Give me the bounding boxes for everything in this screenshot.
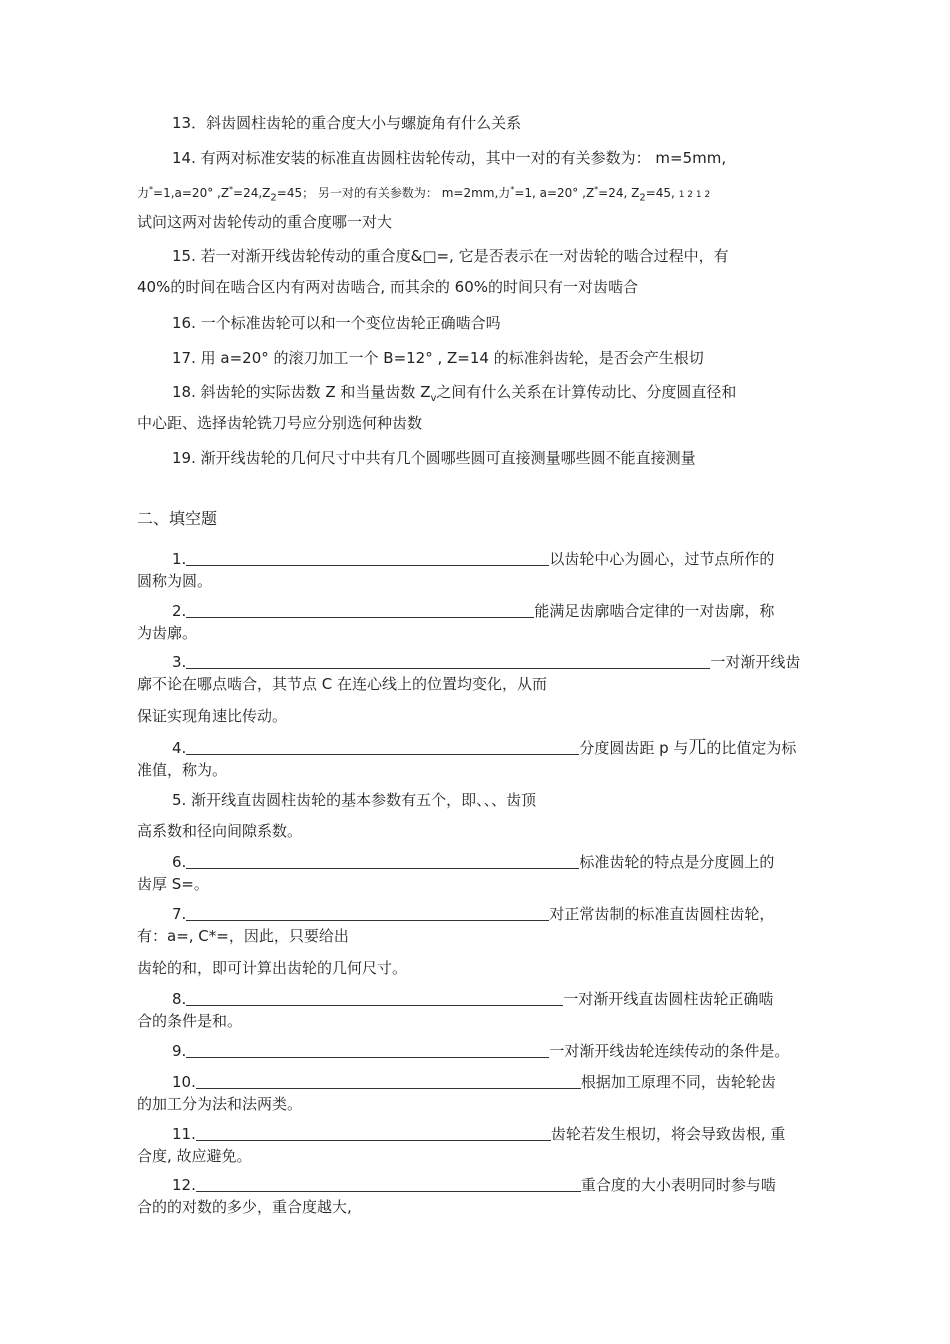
answer-blank[interactable] (186, 904, 549, 921)
answer-blank[interactable] (196, 1072, 581, 1089)
item-number: 9. (172, 1042, 187, 1060)
answer-blank[interactable] (186, 738, 579, 755)
item-text: 一对渐开线直齿圆柱齿轮正确啮 (563, 990, 774, 1008)
fill-item-10-line2: 的加工分为法和法两类。 (137, 1095, 303, 1113)
item-text: 根据加工原理不同，齿轮轮齿 (580, 1073, 776, 1091)
item-text: 重合度的大小表明同时参与啮 (580, 1176, 776, 1194)
fill-item-1-line2: 圆称为圆。 (137, 572, 213, 590)
answer-blank[interactable] (186, 852, 579, 869)
q14-sup: * (229, 185, 234, 194)
fill-item-3-line1 (172, 652, 800, 672)
item-number: 7. (172, 905, 187, 923)
fill-item-3-line3: 保证实现角速比传动。 (137, 707, 288, 725)
answer-blank[interactable] (186, 989, 563, 1006)
item-number: 6. (172, 853, 187, 871)
fill-item-5-line2: 高系数和径向间隙系数。 (137, 822, 303, 840)
question-15-line1: 15. 若一对渐开线齿轮传动的重合度&□=, 它是否表示在一对齿轮的啮合过程中，有 (172, 247, 729, 265)
fill-item-10-line1 (172, 1072, 776, 1092)
fill-item-12-line1 (172, 1175, 776, 1195)
question-14-line3: 试问这两对齿轮传动的重合度哪一对大 (137, 213, 393, 231)
item-text: 一对渐开线齿轮连续传动的条件是。 (549, 1042, 790, 1060)
question-15-line2: 40%的时间在啮合区内有两对齿啮合, 而其余的 60%的时间只有一对齿啮合 (137, 278, 638, 296)
q18-sub: v (430, 393, 437, 404)
q18-text: 之间有什么关系在计算传动比、分度圆直径和 (436, 383, 737, 401)
fill-item-9-line1 (172, 1041, 789, 1061)
fill-item-7-line3: 齿轮的和，即可计算出齿轮的几何尺寸。 (137, 959, 408, 977)
question-18-line2: 中心距、选择齿轮铣刀号应分别选何种齿数 (137, 414, 423, 432)
question-19: 19. 渐开线齿轮的几何尺寸中共有几个圆哪些圆可直接测量哪些圆不能直接测量 (172, 449, 696, 467)
item-number: 10. (172, 1073, 196, 1091)
question-14-line1: 14. 有两对标准安装的标准直齿圆柱齿轮传动，其中一对的有关参数为： m=5mm, (172, 149, 727, 167)
q14-sup: * (510, 185, 515, 194)
question-13: 13．斜齿圆柱齿轮的重合度大小与螺旋角有什么关系 (172, 114, 522, 132)
q14-text: =45； 另一对的有关参数为： m=2mm,力 (276, 186, 511, 200)
fill-item-2-line1 (172, 601, 774, 621)
item-number: 8. (172, 990, 187, 1008)
fill-item-3-line2: 廓不论在哪点啮合，其节点 C 在连心线上的位置均变化，从而 (137, 675, 548, 693)
item-text: 以齿轮中心为圆心，过节点所作的 (549, 550, 775, 568)
question-17: 17. 用 a=20° 的滚刀加工一个 B=12° , Z=14 的标准斜齿轮，是否会产生根切 (172, 349, 704, 367)
pi-symbol: 兀 (688, 737, 707, 758)
q14-sup: * (594, 185, 599, 194)
fill-item-2-line2: 为齿廓。 (137, 624, 198, 642)
question-16: 16. 一个标准齿轮可以和一个变位齿轮正确啮合吗 (172, 314, 501, 332)
q14-tail: 1 2 1 2 (678, 190, 711, 200)
answer-blank[interactable] (186, 601, 534, 618)
fill-item-11-line1 (172, 1124, 785, 1144)
item-text: 的比值定为标 (706, 739, 797, 757)
fill-item-12-line2: 合的的对数的多少，重合度越大, (137, 1198, 352, 1216)
q14-text: =24,Z (233, 186, 271, 200)
item-number: 1. (172, 550, 187, 568)
item-text: 标准齿轮的特点是分度圆上的 (579, 853, 775, 871)
item-text: 对正常齿制的标准直齿圆柱齿轮， (549, 905, 775, 923)
fill-item-4-line1 (172, 738, 796, 758)
question-14-line2 (137, 183, 710, 205)
section-heading: 二、填空题 (137, 509, 218, 528)
fill-item-6-line1 (172, 852, 774, 872)
question-18-line1 (172, 382, 736, 402)
fill-item-1-line1 (172, 549, 774, 569)
answer-blank[interactable] (196, 1124, 551, 1141)
answer-blank[interactable] (186, 549, 549, 566)
fill-item-8-line1 (172, 989, 773, 1009)
fill-item-5-line1: 5. 渐开线直齿圆柱齿轮的基本参数有五个，即、、、齿顶 (172, 791, 537, 809)
q14-text: =45, (645, 186, 675, 200)
fill-item-8-line2: 合的条件是和。 (137, 1012, 243, 1030)
q14-text: 力 (137, 186, 150, 200)
item-number: 12. (172, 1176, 196, 1194)
item-text: 分度圆齿距 p 与 (579, 739, 689, 757)
fill-item-11-line2: 合度, 故应避免。 (137, 1147, 252, 1165)
answer-blank[interactable] (186, 1041, 549, 1058)
fill-item-6-line2: 齿厚 S=。 (137, 875, 209, 893)
item-text: 齿轮若发生根切，将会导致齿根, 重 (550, 1125, 786, 1143)
fill-item-4-line2: 准值，称为。 (137, 761, 228, 779)
item-number: 11. (172, 1125, 196, 1143)
q14-text: =1,a=20° ,Z (153, 186, 230, 200)
item-text: 一对渐开线齿 (710, 653, 801, 671)
q14-text: =1, a=20° ,Z (514, 186, 595, 200)
answer-blank[interactable] (186, 652, 710, 669)
fill-item-7-line1 (172, 904, 774, 924)
item-number: 2. (172, 602, 187, 620)
q14-sup: * (149, 185, 154, 194)
q18-text: 18. 斜齿轮的实际齿数 Z 和当量齿数 Z (172, 383, 431, 401)
fill-item-7-line2: 有：a=, C*=，因此，只要给出 (137, 927, 349, 945)
item-number: 4. (172, 739, 187, 757)
answer-blank[interactable] (196, 1175, 581, 1192)
item-number: 3. (172, 653, 187, 671)
q14-text: =24, Z (598, 186, 640, 200)
q14-sub: 2 (639, 192, 646, 204)
q14-sub: 2 (270, 192, 277, 204)
item-text: 能满足齿廓啮合定律的一对齿廓，称 (534, 602, 775, 620)
